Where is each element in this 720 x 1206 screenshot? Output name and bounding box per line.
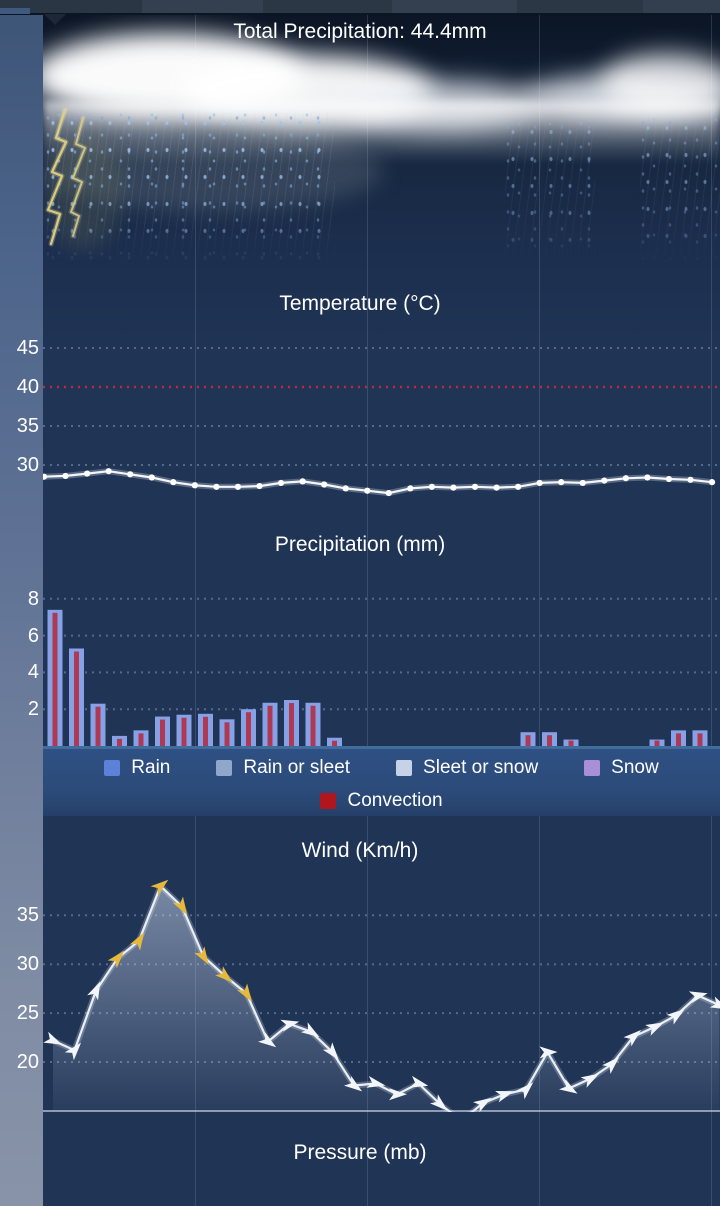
timeline-pointer [44,14,66,25]
legend-row [43,790,720,812]
rain-or-sleet-swatch [216,760,232,776]
temperature-chart[interactable] [43,280,720,525]
legend-row [43,757,720,779]
temperature-section-title: Temperature (°C) [279,292,441,315]
legend-label: Rain or sleet [243,757,351,778]
legend-label: Rain [131,757,171,778]
y-axis-label: 25 [16,1002,39,1024]
pressure-section-title: Pressure (mb) [293,1141,427,1164]
y-axis-label: 2 [27,698,39,720]
y-axis-label: 4 [27,661,39,683]
legend-item-rain [104,757,170,779]
rain-patch [640,118,720,263]
y-axis-label: 6 [27,625,39,647]
legend-item-convection [320,790,442,812]
y-axis-label: 45 [16,337,39,359]
sleet-or-snow-swatch [396,760,412,776]
y-axis-label: 30 [16,953,39,975]
wind-chart[interactable] [43,830,720,1112]
rain-patch [505,122,595,262]
wind-section-title: Wind (Km/h) [301,839,419,862]
rain-swatch [104,760,120,776]
lightning-icon [43,108,123,258]
timeline-bar[interactable] [0,0,720,15]
precipitation-chart[interactable] [43,560,720,746]
precipitation-legend [43,746,720,816]
y-axis-rail [0,8,43,1206]
convection-swatch [320,793,336,809]
y-axis-label: 30 [16,454,39,476]
y-axis-label: 8 [27,588,39,610]
cloud-rain-visualization[interactable] [43,13,720,270]
y-axis-label: 20 [16,1051,39,1073]
legend-label: Sleet or snow [423,757,539,778]
legend-item-snow [584,757,659,779]
legend-label: Snow [611,757,659,778]
y-axis-label: 35 [16,415,39,437]
precipitation-section-title: Precipitation (mm) [274,533,446,556]
total-precipitation-title: Total Precipitation: 44.4mm [233,20,487,43]
y-axis-label: 35 [16,904,39,926]
y-axis-label: 40 [16,376,39,398]
legend-item-rain-or-sleet [216,757,350,779]
legend-item-sleet-or-snow [396,757,538,779]
legend-label: Convection [347,790,443,811]
timeline-bar-corner [0,8,30,14]
snow-swatch [584,760,600,776]
